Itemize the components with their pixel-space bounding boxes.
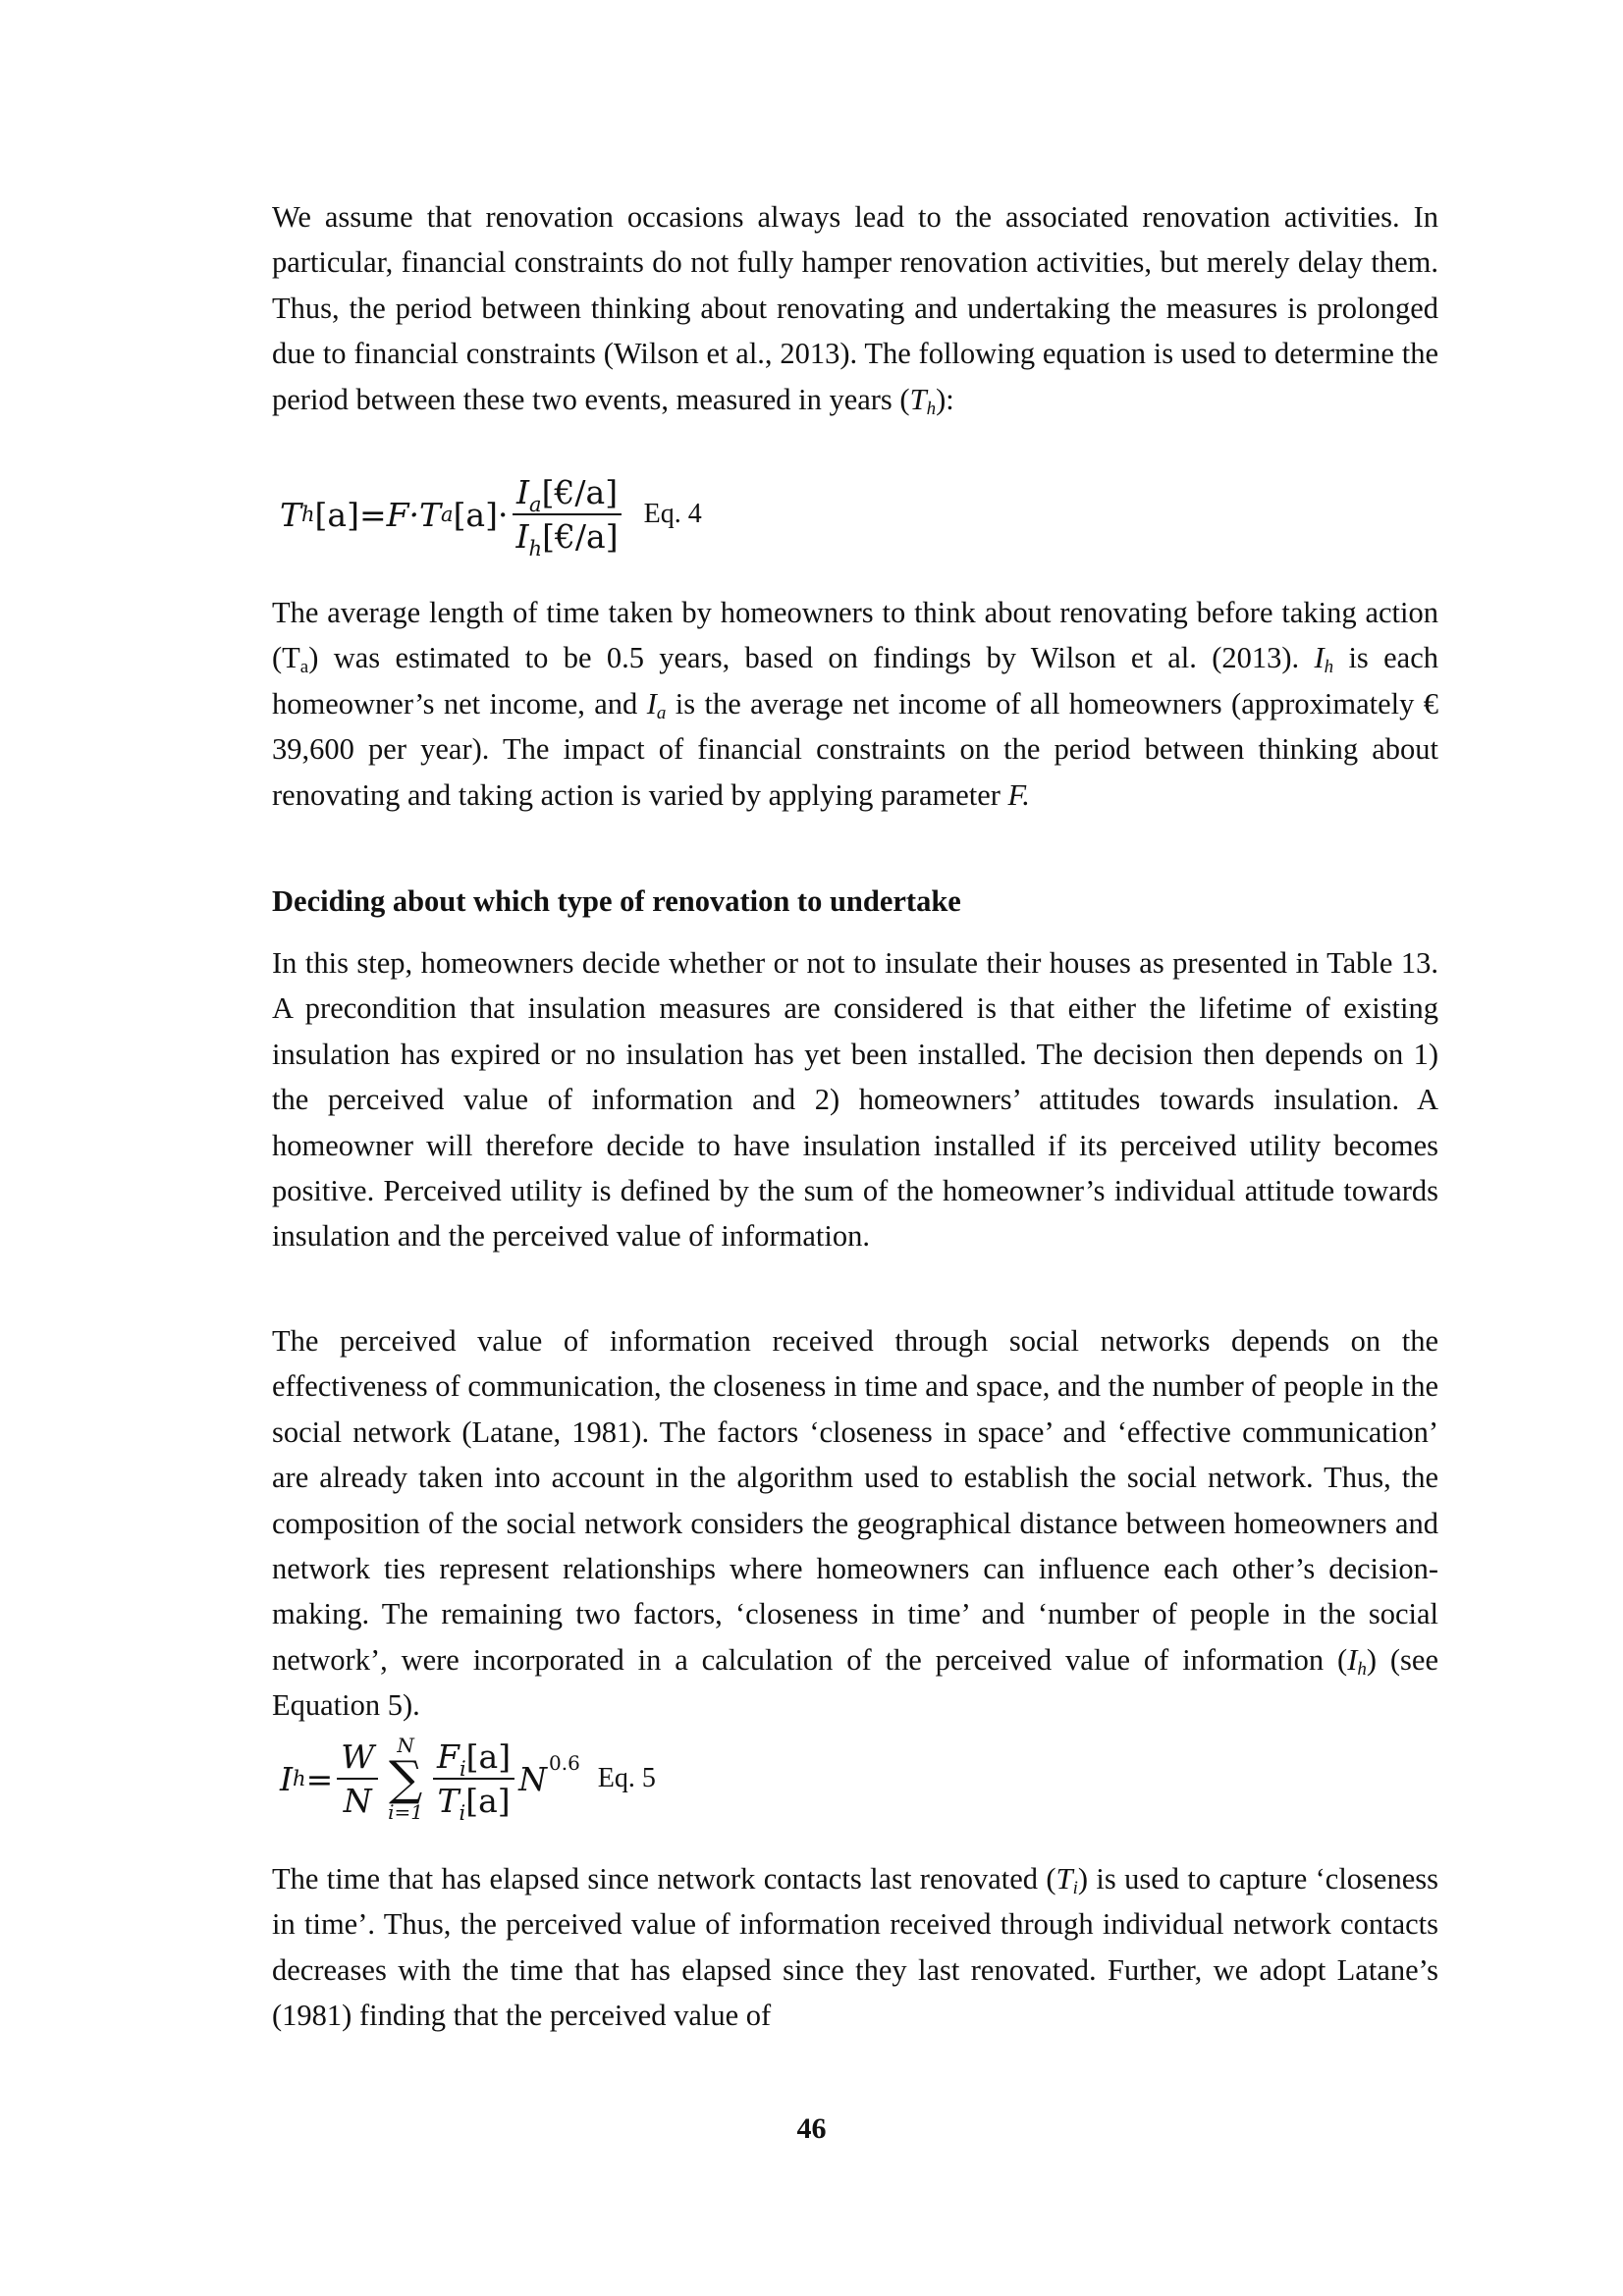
italic-symbol: F. xyxy=(1007,777,1030,812)
text-run: is each homeowner’s net income, and xyxy=(272,641,1438,721)
page-number: 46 xyxy=(796,2112,827,2145)
text-run: The time that has elapsed since network contacts last renovated ( xyxy=(272,1862,1056,1896)
paragraph-1 xyxy=(272,194,1438,422)
italic-symbol: I xyxy=(1347,1642,1358,1677)
equation-label: Eq. 4 xyxy=(643,499,702,529)
text-run: ) was estimated to be 0.5 years, based on findings by Wilson et al. (2013). xyxy=(308,641,1315,675)
text-run: ) is used to capture ‘closeness in time’. Thus, the perceived value of information received through individual network contacts decreases with the time that has elapsed since they last renovated. Further, we adopt Latane’s (1981) finding that the perceived value of xyxy=(272,1862,1438,2033)
equation-4: T h [a]= F·T a [a]· $\frac{I_a[€/a]}{I_h[€/a]}$ Eq. 4 xyxy=(280,473,702,561)
italic-symbol: I xyxy=(646,686,657,721)
equation-5: I h = $\frac{W}{N}$ N ∑ i=1 $\frac{F_i[a]}{T_i[a]}$ N 0.6 Eq. 5 xyxy=(280,1734,656,1825)
italic-symbol: T xyxy=(909,382,927,416)
equation-label: Eq. 5 xyxy=(597,1763,656,1793)
paragraph-5 xyxy=(272,1856,1438,2039)
text-run: ) (see Equation 5). xyxy=(272,1642,1438,1723)
text-run: In this step, homeowners decide whether or not to insulate their houses as presented in Table 13. A precondition that insulation measures are considered is that either the lifetime of existing insulation has expired or no insulation has yet been installed. The decision then depends on 1) the perceived value of information and 2) homeowners’ attitudes towards insulation. A homeowner will therefore decide to have insulation installed if its perceived utility becomes positive. Perceived utility is defined by the sum of the homeowner’s individual attitude towards insulation and the perceived value of information. xyxy=(272,946,1438,1254)
subscript: h xyxy=(1324,657,1334,678)
italic-symbol: I xyxy=(1314,641,1325,675)
subscript: a xyxy=(299,657,309,678)
subscript: h xyxy=(926,398,937,419)
paragraph-3 xyxy=(272,940,1438,1259)
exponent: 0.6 xyxy=(548,1751,580,1775)
text-run: The perceived value of information received through social networks depends on the effectiveness of communication, the closeness in time and space, and the number of people in the social network (Latane, 1981). The factors ‘closeness in space’ and ‘effective communication’ are already taken into account in the algorithm used to establish the social network. Thus, the composition of the social network considers the geographical distance between homeowners and network ties represent relationships where homeowners can influence each other’s decision-making. The remaining two factors, ‘closeness in time’ and ‘number of people in the social network’, were incorporated in a calculation of the perceived value of information ( xyxy=(272,1324,1438,1677)
text-run: ): xyxy=(936,382,954,416)
paragraph-2 xyxy=(272,590,1438,818)
subscript: h xyxy=(1357,1658,1367,1680)
text-run: The average length of time taken by homeowners to think about renovating before taking action (T xyxy=(272,596,1438,675)
subscript: i xyxy=(1072,1878,1078,1898)
text-run: is the average net income of all homeowners (approximately € 39,600 per year). The impact of financial constraints on the period between thinking about renovating and taking action is varied by applying parameter xyxy=(272,686,1438,812)
section-heading: Deciding about which type of renovation to undertake xyxy=(272,884,961,918)
paragraph-4 xyxy=(272,1318,1438,1729)
text-run: We assume that renovation occasions always lead to the associated renovation activities. In particular, financial constraints do not fully hamper renovation activities, but merely delay them. Thus, the period between thinking about renovating and undertaking the measures is prolonged due to financial constraints (Wilson et al., 2013). The following equation is used to determine the period between these two events, measured in years ( xyxy=(272,200,1438,416)
subscript: a xyxy=(656,702,667,723)
italic-symbol: T xyxy=(1055,1862,1073,1896)
